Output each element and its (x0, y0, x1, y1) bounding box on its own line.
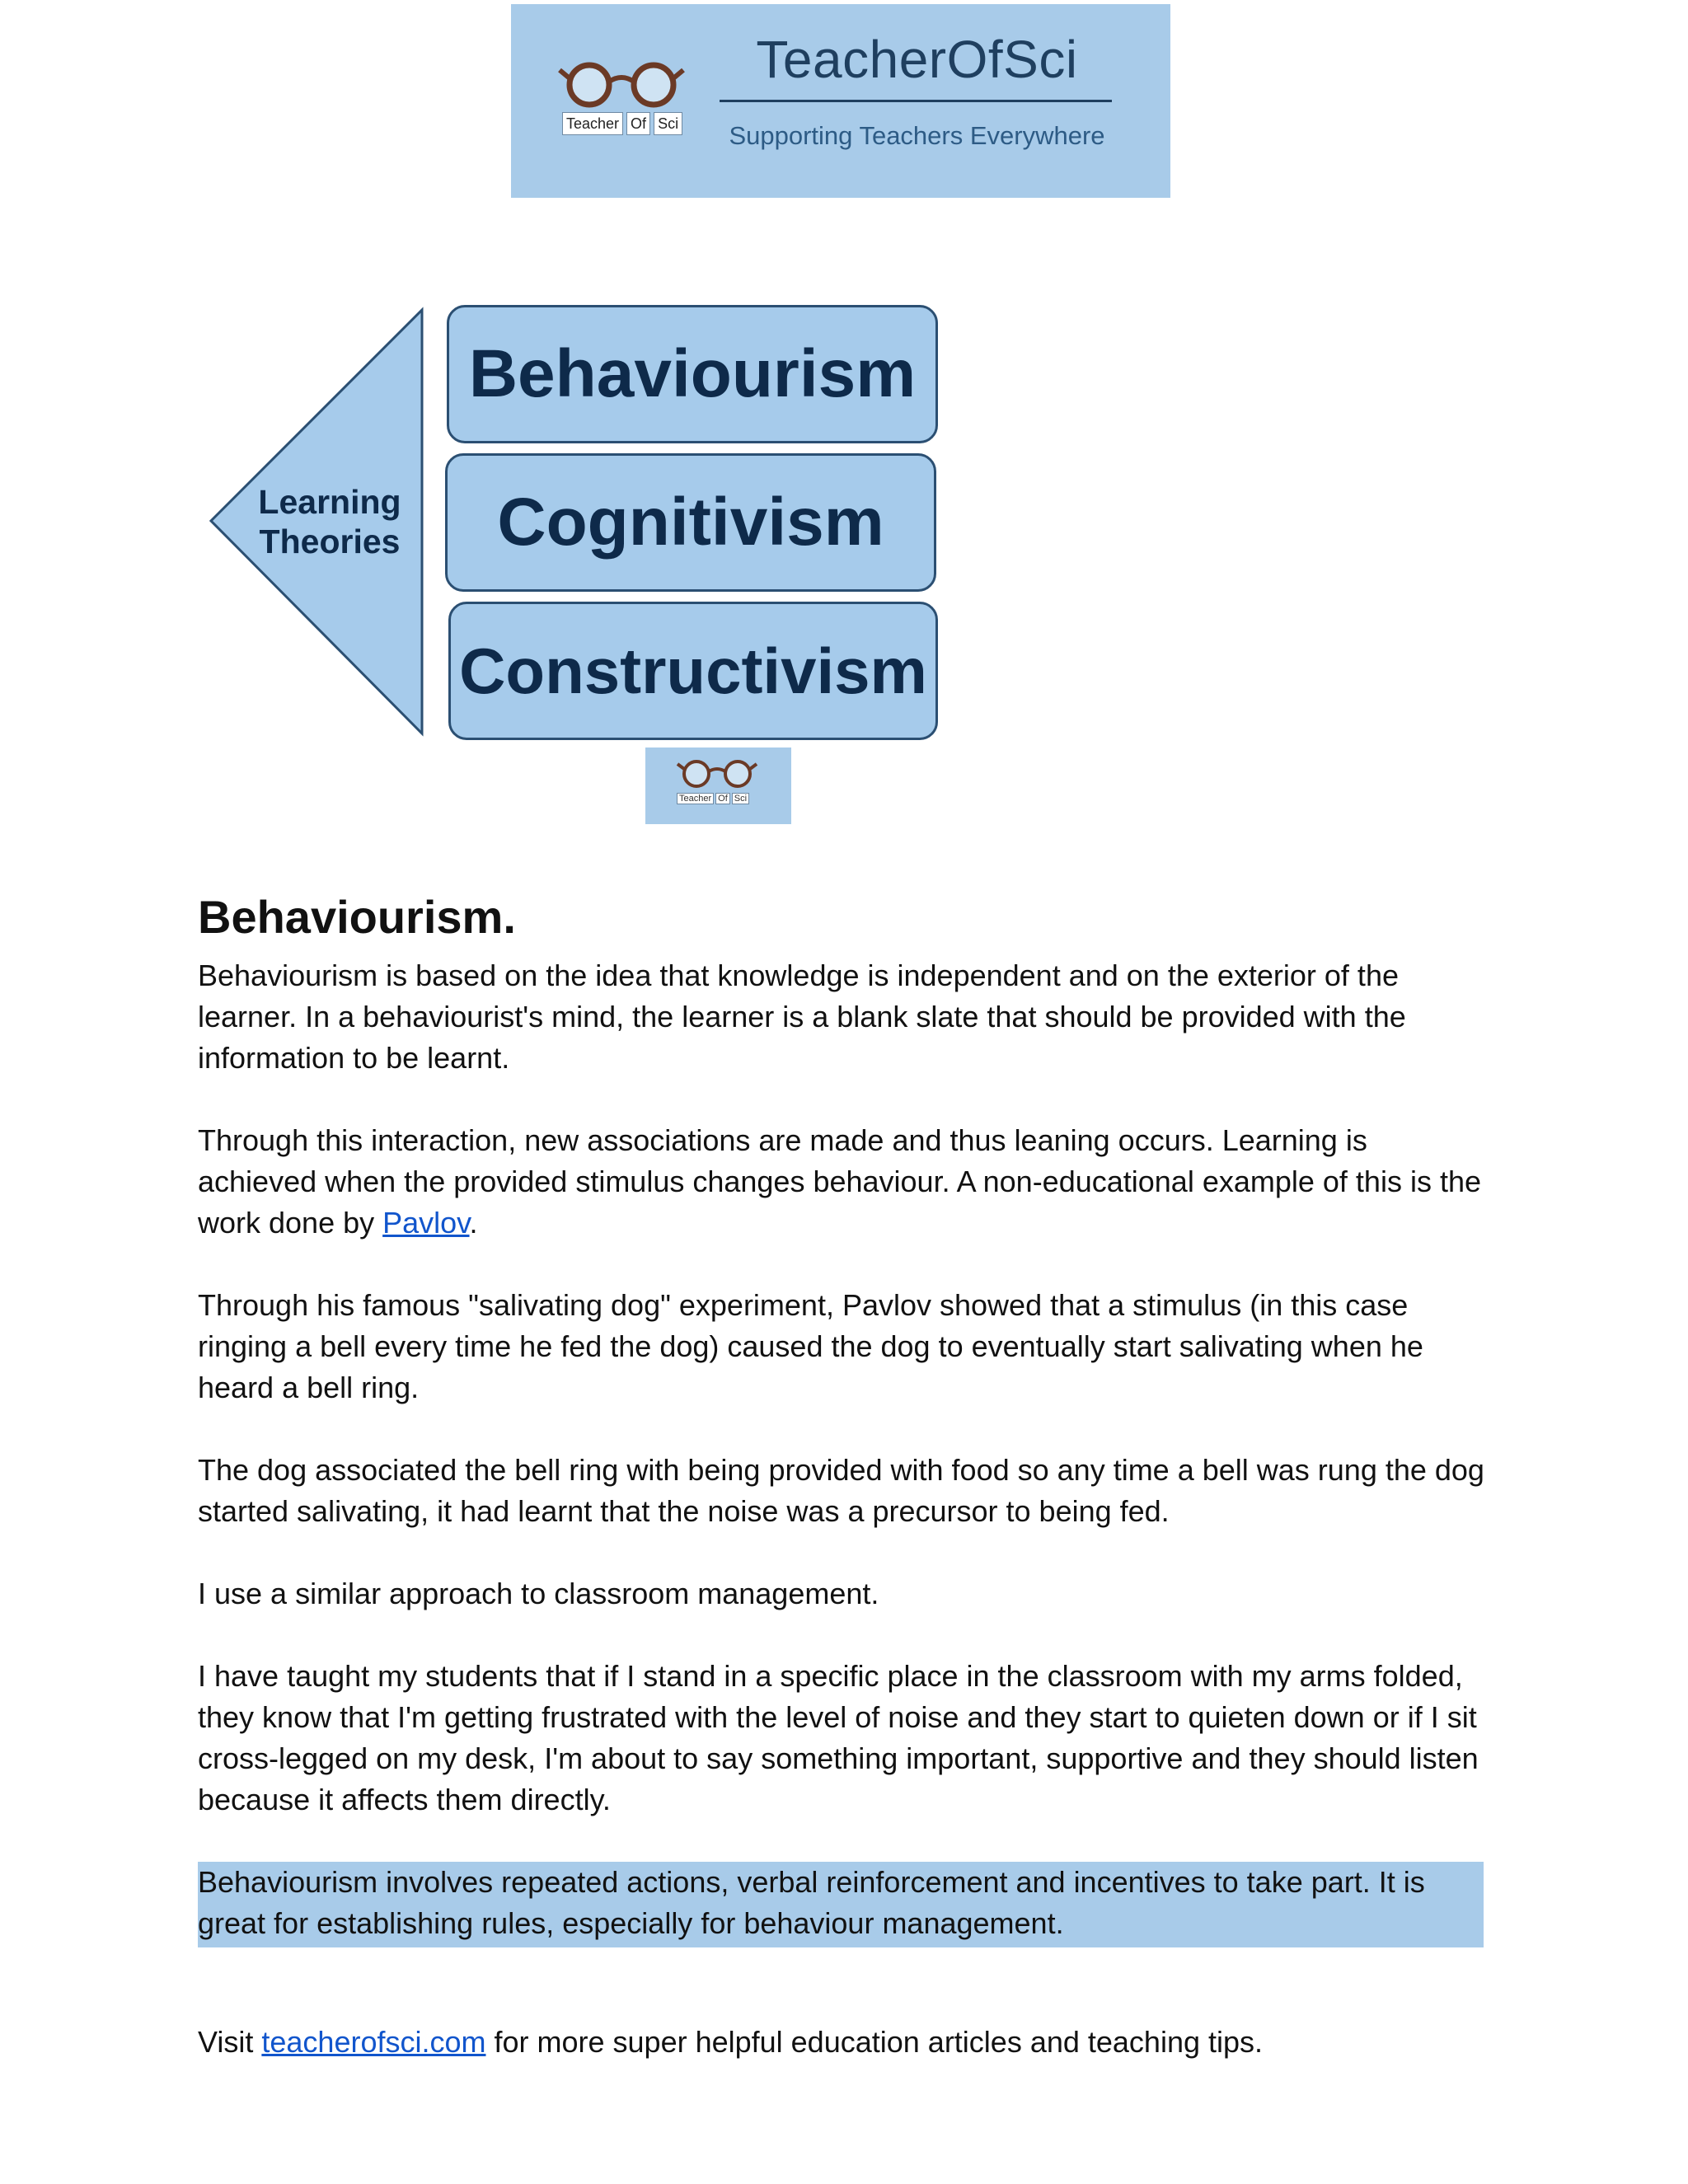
logo-label: Sci (654, 112, 682, 135)
article-heading: Behaviourism. (198, 891, 516, 943)
paragraph-text: . (469, 1206, 478, 1240)
paragraph-text: Through this interaction, new associations are made and thus leaning occurs. Learning is achieved when the provided stimulus changes behaviour. A non-educational example of this is the work done by (198, 1123, 1481, 1240)
logo-label: Sci (732, 793, 749, 804)
theory-box-behaviourism: Behaviourism (447, 305, 938, 443)
logo-label: Teacher (562, 112, 623, 135)
footer-text: for more super helpful education articles and teaching tips. (485, 2025, 1264, 2059)
footer-line (198, 2022, 1492, 2063)
paragraph: The dog associated the bell ring with being provided with food so any time a bell was rung the dog started salivating, it had learnt that the noise was a precursor to being fed. (198, 1453, 1484, 1528)
brand-tagline: Supporting Teachers Everywhere (729, 121, 1105, 150)
paragraph: Through his famous "salivating dog" experiment, Pavlov showed that a stimulus (in this case ringing a bell every time he fed the dog) caused the dog to eventually start salivating when he heard a bell ring. (198, 1288, 1423, 1404)
divider (720, 100, 1112, 102)
footer-text: Visit (198, 2025, 262, 2059)
brand-title: TeacherOfSci (756, 30, 1078, 89)
article (198, 890, 1492, 2063)
logo-label: Teacher (677, 793, 714, 804)
arrow-label-line: Theories (259, 523, 401, 560)
header-banner (511, 4, 1170, 198)
site-link[interactable]: teacherofsci.com (261, 2025, 486, 2059)
arrow-label (239, 482, 420, 561)
logo-label: Of (626, 112, 650, 135)
arrow-label-line: Learning (258, 483, 401, 521)
paragraph: I use a similar approach to classroom management. (198, 1577, 879, 1610)
highlighted-callout: Behaviourism involves repeated actions, verbal reinforcement and incentives to take part. It is great for establishing rules, especially for behaviour management. (198, 1862, 1484, 1947)
logo-labels (562, 112, 682, 135)
paragraph: I have taught my students that if I stand in a specific place in the classroom with my arms folded, they know that I'm getting frustrated with the level of noise and they start to quieten down or if I sit cross-legged on my desk, I'm about to say something important, supportive and they should listen because it affects them directly. (198, 1659, 1479, 1816)
small-logo (645, 748, 791, 824)
paragraph (198, 1120, 1492, 1244)
learning-theories-diagram (198, 297, 940, 832)
glasses-icon (556, 60, 688, 111)
logo-label: Of (715, 793, 730, 804)
glasses-icon (675, 757, 761, 790)
theory-box-cognitivism: Cognitivism (445, 453, 936, 592)
pavlov-link[interactable]: Pavlov (382, 1206, 470, 1240)
paragraph: Behaviourism is based on the idea that knowledge is independent and on the exterior of the learner. In a behaviourist's mind, the learner is a blank slate that should be provided with the information to be learnt. (198, 958, 1406, 1075)
logo-labels (677, 793, 749, 804)
theory-box-constructivism: Constructivism (448, 602, 938, 740)
